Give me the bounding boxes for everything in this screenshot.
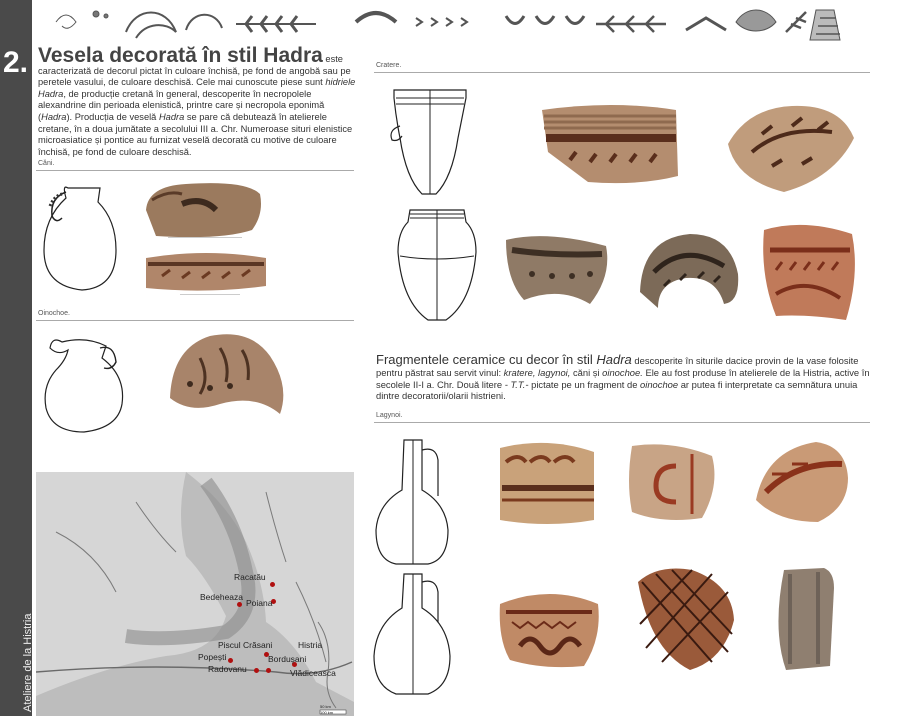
caption-lead-em: Hadra (596, 352, 632, 367)
site-label: Racatău (234, 572, 266, 582)
crater-fragment-photo-2 (722, 104, 860, 194)
section-rule (36, 170, 354, 171)
page-title: Vesela decorată în stil Hadra (38, 44, 323, 67)
intro-text (38, 44, 358, 158)
sidebar (0, 0, 32, 716)
section-rule (374, 422, 870, 423)
jug-rim-fragment-photo (142, 248, 270, 292)
site-marker (237, 602, 242, 607)
caption-text2: căni și (570, 366, 603, 378)
intro-em3: Hadra (158, 111, 185, 122)
ornament-band (36, 2, 896, 46)
oinochoe-fragment-photo (160, 328, 294, 420)
section-label-cratere: Cratere. (376, 62, 402, 69)
site-label: Poiana (246, 598, 273, 608)
section-rule (374, 72, 870, 73)
oinochoe-drawing (38, 334, 130, 434)
scale-line (168, 237, 242, 238)
site-label: Bedeheaza (200, 592, 244, 602)
caption-text3: Ele au fost produse în atelierele de la Histria, active în secolele II-I a. Chr. Două litere (376, 366, 870, 390)
lagynos-drawing-2 (372, 570, 454, 700)
site-marker (228, 658, 233, 663)
intro-part3: ). Producția de veselă (66, 111, 159, 122)
panel-number: 2. (3, 46, 29, 79)
jug-drawing (40, 182, 130, 294)
caption-text5: ar putea fi interpretate ca semnătura unuia dintre decoratorii/olarii histrieni. (376, 378, 858, 402)
lagynos-fragment-photo-1 (496, 440, 598, 526)
intro-part1: este caracterizată de decorul pictat în culoare închisă, pe fond de angobă sau pe peretele vasului, de culoare deschisă. Cele mai cunoscute piese sunt (38, 54, 351, 88)
caption-em4: oinochoe (640, 378, 679, 390)
vertical-label: Ateliere de la Histria (22, 613, 34, 712)
site-marker (270, 582, 275, 587)
map-scale-bottom: 100 km (320, 710, 334, 715)
intro-em2: Hadra (41, 111, 67, 122)
crater-drawing-2 (396, 206, 478, 326)
section-label-lagynoi: Lagynoi. (376, 412, 403, 419)
intro-part4: se pare că debutează în atelierele cretane, în a doua jumătate a secolului III a. Chr. Numeroase situri elenistice microasiatice și pontice au furnizat veselă decorată cu motive de culoare închisă, pe fond de culoare deschisă. (38, 111, 353, 157)
crater-fragment-photo-5 (760, 220, 858, 324)
map-scale-top: 50 km (320, 704, 331, 709)
section-rule (36, 320, 354, 321)
map-panel (36, 472, 354, 716)
caption-em2: oinochoe. (602, 366, 643, 378)
section-label-cani: Căni. (38, 160, 55, 167)
scale-line (180, 294, 240, 295)
site-label: Histria (298, 640, 323, 650)
intro-em1: hidriele Hadra (38, 77, 356, 99)
caption-text4: pictate pe un fragment de (528, 378, 641, 390)
site-marker (254, 668, 259, 673)
site-label: Popești (198, 652, 227, 662)
caption-em3: - T.T.- (504, 378, 529, 390)
lagynos-fragment-photo-5 (632, 562, 738, 670)
caption-lead: Fragmentele ceramice cu decor în stil (376, 352, 597, 367)
relief-map (36, 472, 354, 716)
lagynos-fragment-photo-3 (746, 440, 854, 526)
section-label-oinochoe: Oinochoe. (38, 310, 70, 317)
crater-fragment-photo-4 (634, 232, 742, 310)
site-label: Radovanu (208, 664, 247, 674)
caption-text (376, 354, 876, 402)
site-label: Piscul Crăsani (218, 640, 273, 650)
site-label: Borduşani (268, 654, 307, 664)
lagynos-drawing-1 (372, 436, 454, 568)
site-label: Vlădiceasca (290, 668, 336, 678)
crater-fragment-photo-3 (502, 230, 614, 310)
caption-text1: descoperite în siturile dacice provin de la vase folosite pentru păstrat sau servit vinul: (376, 355, 859, 378)
crater-fragment-photo-1 (540, 102, 680, 192)
intro-part2: , de producție cretană în general, descoperite în necropolele alexandrine din perioada elenistică, printre care și necropola eponimă ( (38, 88, 325, 122)
crater-drawing-1 (386, 86, 474, 198)
lagynos-fragment-photo-4 (496, 586, 602, 670)
caption-em1: kratere, lagynoi, (503, 366, 571, 378)
site-marker (266, 668, 271, 673)
lagynos-fragment-photo-6 (770, 564, 838, 672)
jug-fragment-photo (142, 180, 264, 240)
lagynos-fragment-photo-2 (626, 440, 720, 526)
